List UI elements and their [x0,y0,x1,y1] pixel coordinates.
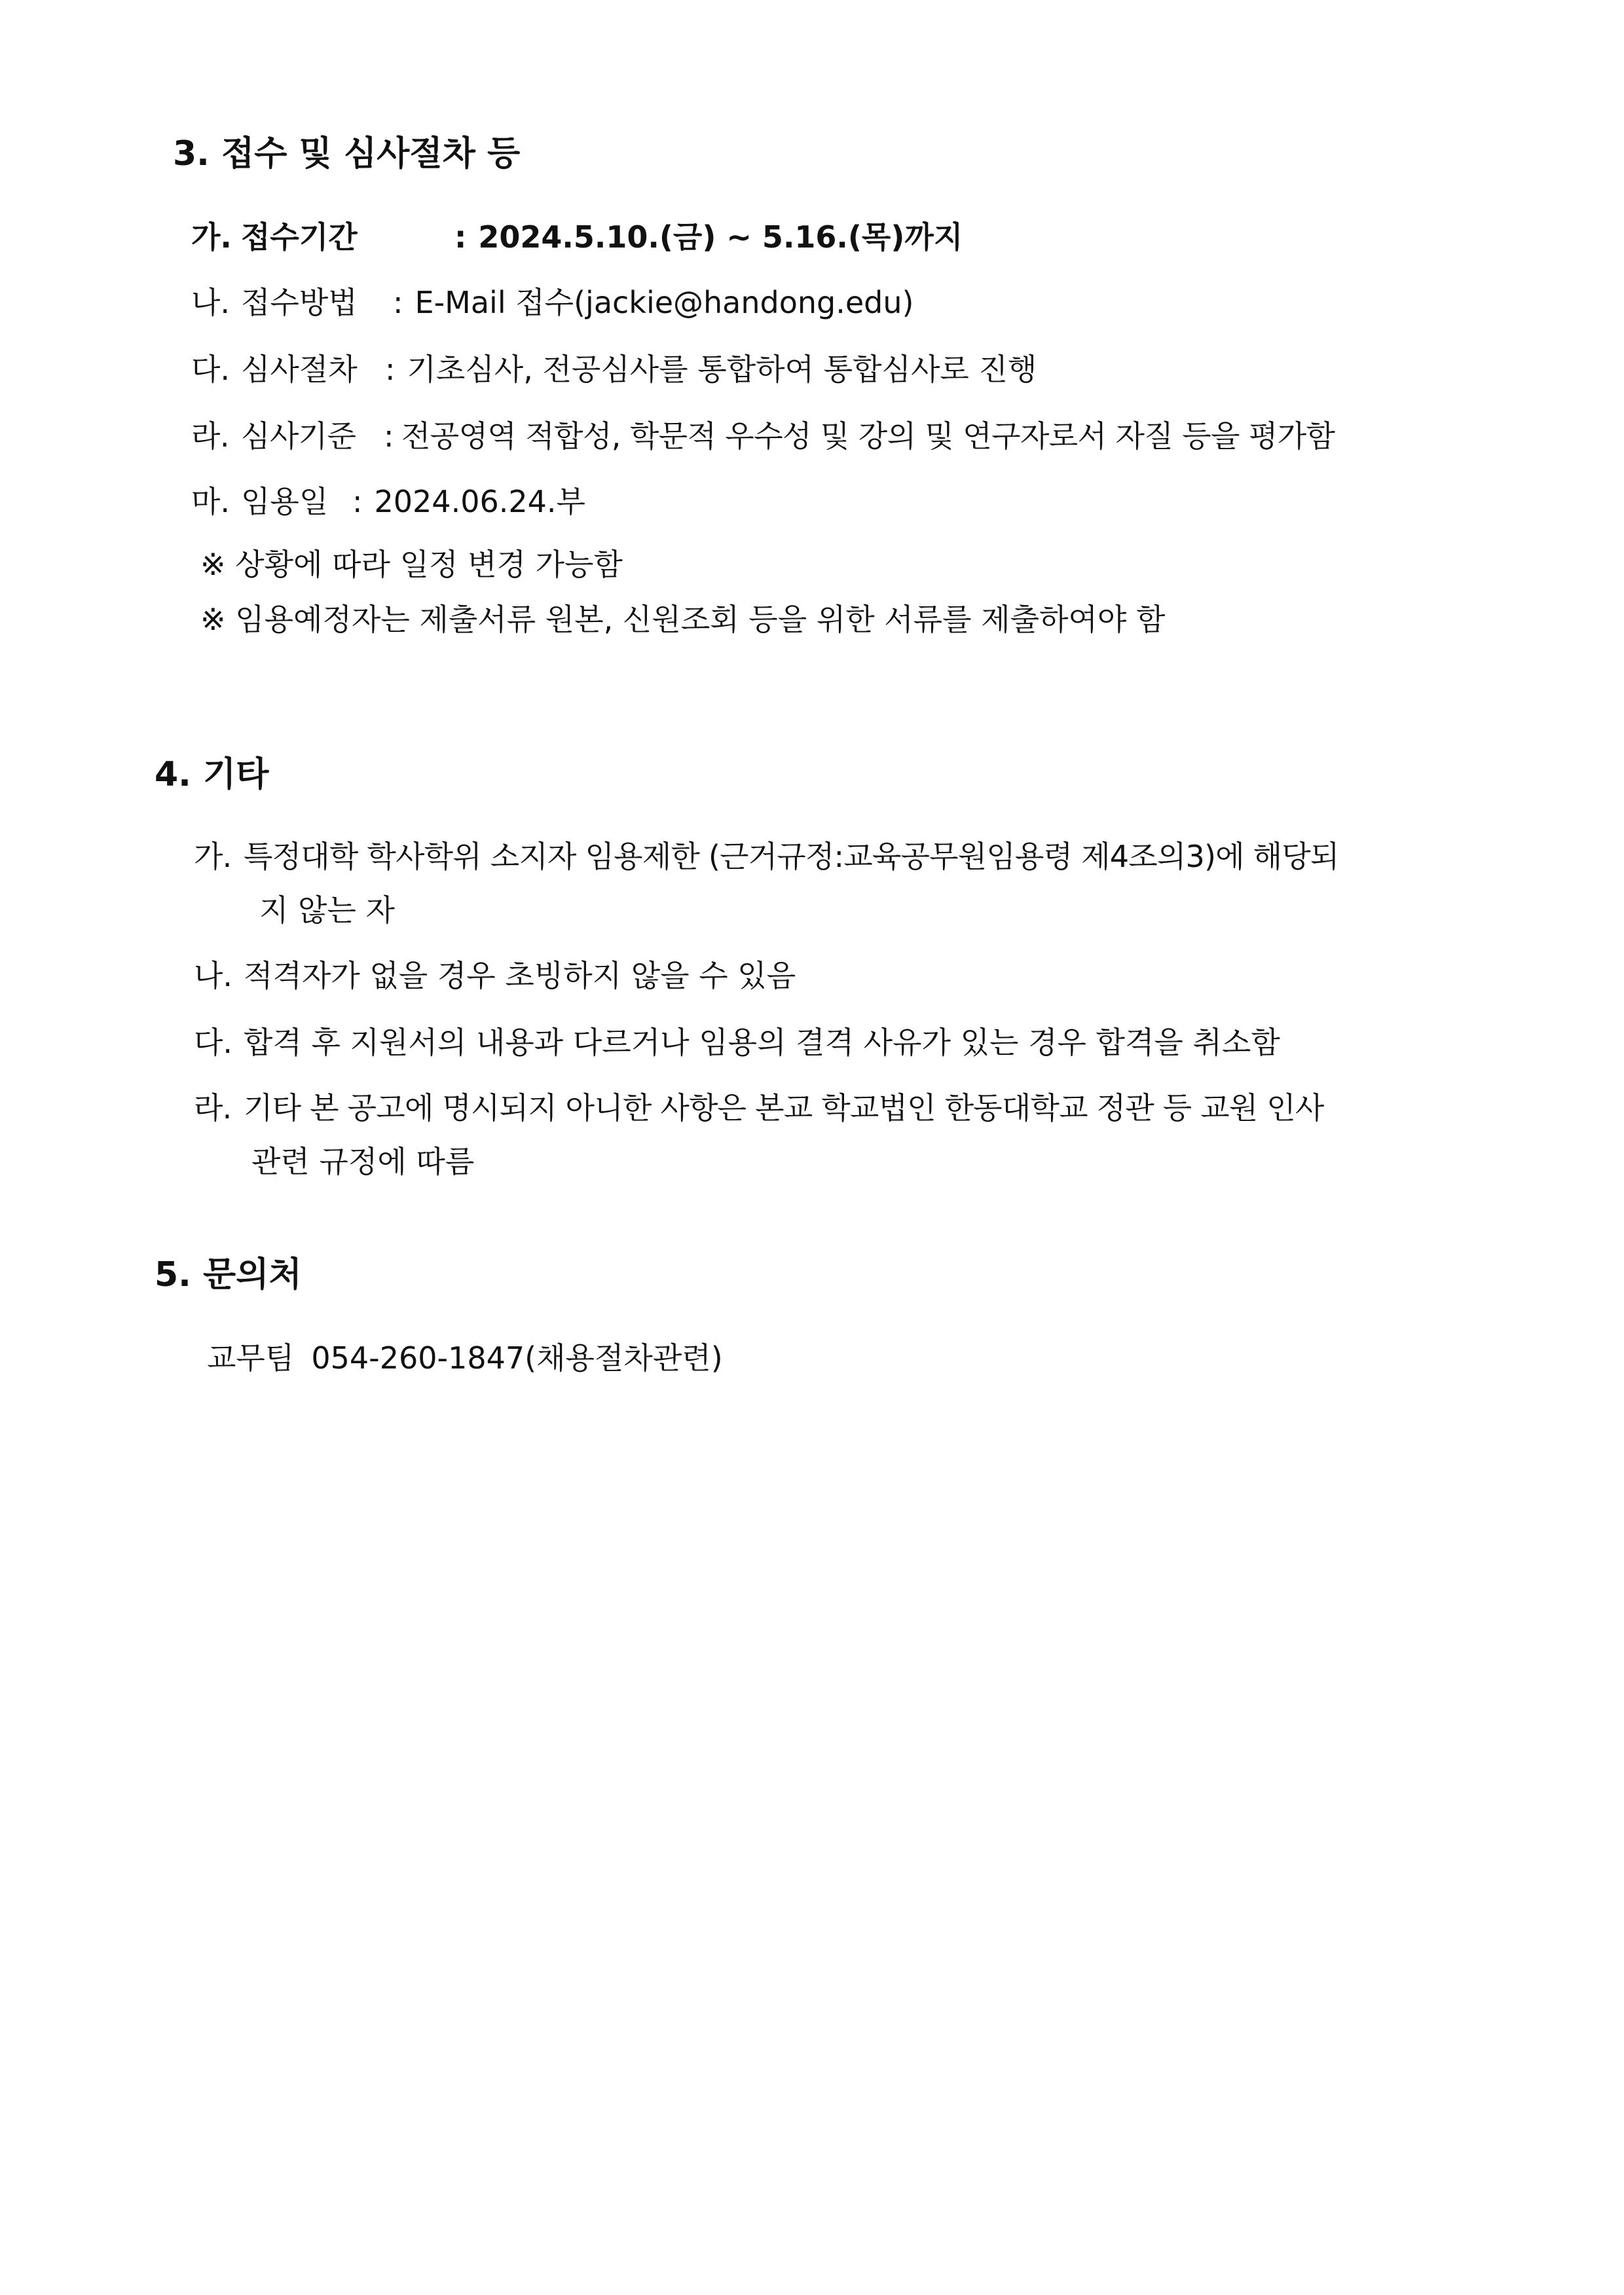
item-marker: 라. [194,1090,232,1126]
item-marker: 나. [194,958,233,993]
item-marker: 가. [194,839,232,874]
section-4-item-no-qualified [194,955,796,997]
section-3-heading: 3. 접수 및 심사절차 등 [173,134,521,174]
item-label: 심사절차 [241,352,358,387]
section-3-item-review-criteria [191,415,1335,457]
section-3-item-receipt-period [191,216,963,258]
item-label: 접수방법 [241,285,358,320]
contact-phone: 054-260-1847(채용절차관련) [311,1340,723,1376]
item-marker: 라. [191,418,229,454]
item-label: 심사기준 [241,418,356,454]
item-marker: 다. [194,1025,233,1060]
item-marker: 마. [191,484,231,519]
section-3-item-review-procedure [191,348,1037,390]
item-marker: 가. [191,219,232,255]
item-separator: : [454,219,467,255]
contact-team: 교무팀 [207,1340,295,1376]
item-text: 2024.06.24.부 [374,484,585,519]
section-4-item-other-regulations [194,1087,1324,1129]
item-separator: : [393,285,403,320]
section-3-note-submission: ※ 임용예정자는 제출서류 원본, 신원조회 등을 위한 서류를 제출하여야 함 [200,602,1166,637]
section-3-note-schedule-change: ※ 상황에 따라 일정 변경 가능함 [200,547,623,582]
section-3-item-receipt-method [191,282,913,323]
section-4-heading: 4. 기타 [155,755,269,794]
section-3-item-appointment-date [191,481,585,523]
item-text: 기초심사, 전공심사를 통합하여 통합심사로 진행 [407,352,1037,387]
section-5-heading: 5. 문의처 [155,1255,302,1294]
section-4-item-other-regulations-continued: 관련 규정에 따름 [251,1144,475,1179]
item-text: 적격자가 없을 경우 초빙하지 않을 수 있음 [244,958,796,993]
contact-line [207,1337,723,1379]
section-4-item-restriction-continued: 지 않는 자 [259,892,395,928]
item-text: 전공영역 적합성, 학문적 우수성 및 강의 및 연구자로서 자질 등을 평가함 [401,418,1335,454]
item-separator: : [352,484,363,519]
item-separator: : [385,352,396,387]
item-text: E-Mail 접수(jackie@handong.edu) [415,285,914,320]
item-separator: : [384,418,394,454]
item-label: 임용일 [241,484,329,519]
item-text: 기타 본 공고에 명시되지 아니한 사항은 본교 학교법인 한동대학교 정관 등 교원 인사 [244,1090,1324,1126]
item-text: 특정대학 학사학위 소지자 임용제한 (근거규정:교육공무원임용령 제4조의3)에 해당되 [244,839,1339,874]
section-4-item-restriction [194,835,1338,877]
section-4-item-cancellation [194,1021,1280,1063]
item-marker: 다. [191,352,231,387]
item-text: 2024.5.10.(금) ~ 5.16.(목)까지 [478,219,963,255]
item-marker: 나. [191,285,231,320]
item-text: 합격 후 지원서의 내용과 다르거나 임용의 결격 사유가 있는 경우 합격을 취소함 [244,1025,1280,1060]
item-label: 접수기간 [241,219,358,255]
